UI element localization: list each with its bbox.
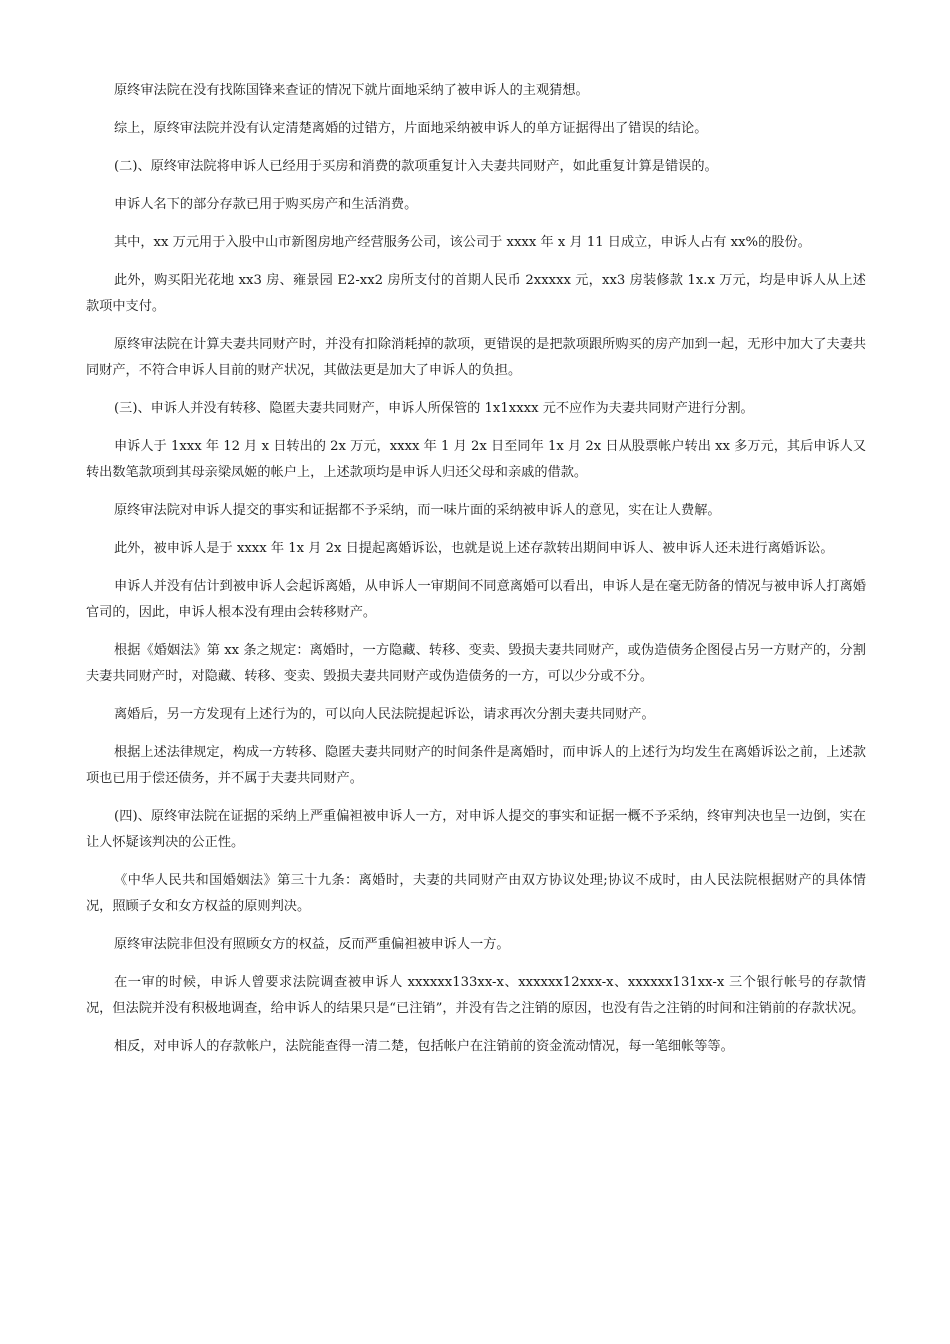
paragraph: 原终审法院对申诉人提交的事实和证据都不予采纳，而一味片面的采纳被申诉人的意见，实在让人费解。 bbox=[114, 503, 721, 518]
paragraph: 此外，被申诉人是于 xxxx 年 1x 月 2x 日提起离婚诉讼，也就是说上述存款转出期间申诉人、被申诉人还未进行离婚诉讼。 bbox=[114, 541, 834, 556]
section-heading-4: (四)、原终审法院在证据的采纳上严重偏袒被申诉人一方，对申诉人提交的事实和证据一概不予采纳，终审判决也呈一边倒，实在让人怀疑该判决的公正性。 bbox=[86, 809, 866, 850]
paragraph: 根据《婚姻法》第 xx 条之规定：离婚时，一方隐藏、转移、变卖、毁损夫妻共同财产，或伪造债务企图侵占另一方财产的，分割夫妻共同财产时，对隐藏、转移、变卖、毁损夫妻共同财产或伪造债务的一方，可以少分或不分。 bbox=[86, 643, 866, 684]
paragraph: 申诉人并没有估计到被申诉人会起诉离婚，从申诉人一审期间不同意离婚可以看出，申诉人是在毫无防备的情况与被申诉人打离婚官司的，因此，申诉人根本没有理由会转移财产。 bbox=[86, 579, 866, 620]
paragraph: 原终审法院在没有找陈国锋来查证的情况下就片面地采纳了被申诉人的主观猜想。 bbox=[114, 83, 589, 98]
paragraph: 申诉人于 1xxx 年 12 月 x 日转出的 2x 万元，xxxx 年 1 月 2x 日至同年 1x 月 2x 日从股票帐户转出 xx 多万元，其后申诉人又转出数笔款项到其母亲梁凤姬的帐户上，上述款项均是申诉人归还父母和亲戚的借款。 bbox=[86, 439, 867, 480]
paragraph: 此外，购买阳光花地 xx3 房、雍景园 E2-xx2 房所支付的首期人民币 2xxxxx 元，xx3 房装修款 1x.x 万元，均是申诉人从上述款项中支付。 bbox=[86, 273, 866, 314]
paragraph: 申诉人名下的部分存款已用于购买房产和生活消费。 bbox=[114, 197, 418, 212]
paragraph: 综上，原终审法院并没有认定清楚离婚的过错方，片面地采纳被申诉人的单方证据得出了错误的结论。 bbox=[114, 121, 708, 136]
paragraph: 原终审法院在计算夫妻共同财产时，并没有扣除消耗掉的款项，更错误的是把款项跟所购买的房产加到一起，无形中加大了夫妻共同财产，不符合申诉人目前的财产状况，其做法更是加大了申诉人的负担。 bbox=[86, 337, 866, 378]
section-heading-2: (二)、原终审法院将申诉人已经用于买房和消费的款项重复计入夫妻共同财产，如此重复计算是错误的。 bbox=[114, 159, 718, 174]
paragraph: 相反，对申诉人的存款帐户，法院能查得一清二楚，包括帐户在注销前的资金流动情况，每一笔细帐等等。 bbox=[114, 1039, 734, 1054]
paragraph: 其中，xx 万元用于入股中山市新图房地产经营服务公司，该公司于 xxxx 年 x 月 11 日成立，申诉人占有 xx%的股份。 bbox=[114, 235, 811, 250]
paragraph: 在一审的时候，申诉人曾要求法院调查被申诉人 xxxxxx133xx-x、xxxxxx12xxx-x、xxxxxx131xx-x 三个银行帐号的存款情况，但法院并没有积极地调查，给申诉人的结果只是“已注销”，并没有告之注销的原因，也没有告之注销的时间和注销前的存款状况。 bbox=[86, 975, 866, 1016]
paragraph: 《中华人民共和国婚姻法》第三十九条：离婚时，夫妻的共同财产由双方协议处理;协议不成时，由人民法院根据财产的具体情况，照顾子女和女方权益的原则判决。 bbox=[86, 873, 866, 914]
paragraph: 原终审法院非但没有照顾女方的权益，反而严重偏袒被申诉人一方。 bbox=[114, 937, 510, 952]
document-body bbox=[86, 78, 866, 1072]
section-heading-3: (三)、申诉人并没有转移、隐匿夫妻共同财产，申诉人所保管的 1x1xxxx 元不应作为夫妻共同财产进行分割。 bbox=[114, 401, 754, 416]
paragraph: 根据上述法律规定，构成一方转移、隐匿夫妻共同财产的时间条件是离婚时，而申诉人的上述行为均发生在离婚诉讼之前，上述款项也已用于偿还债务，并不属于夫妻共同财产。 bbox=[86, 745, 866, 786]
paragraph: 离婚后，另一方发现有上述行为的，可以向人民法院提起诉讼，请求再次分割夫妻共同财产。 bbox=[114, 707, 655, 722]
